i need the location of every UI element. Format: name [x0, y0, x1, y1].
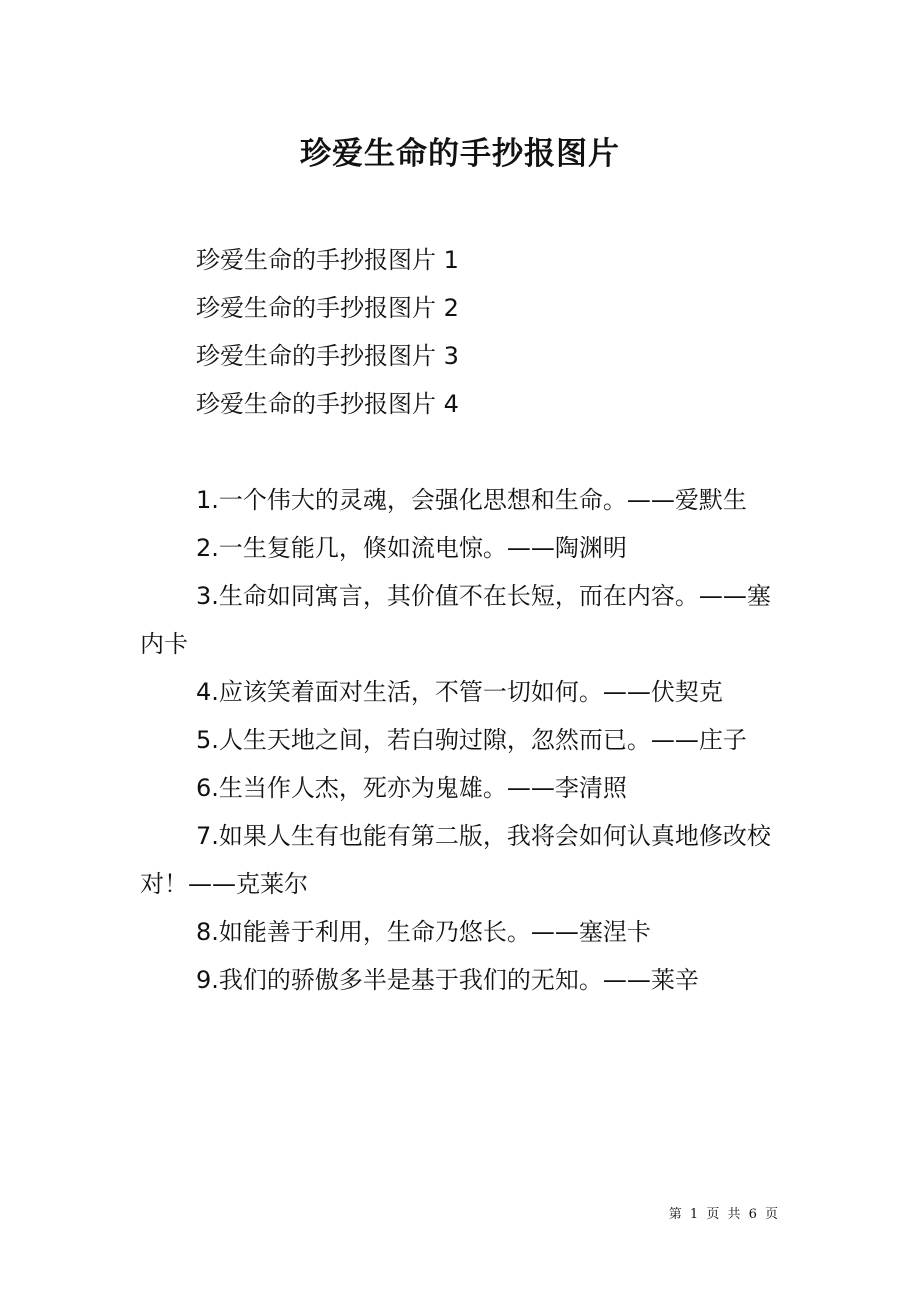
quote-paragraph: 7.如果人生有也能有第二版，我将会如何认真地修改校对！——克莱尔: [140, 822, 771, 898]
quote-paragraph: 4.应该笑着面对生活，不管一切如何。——伏契克: [196, 678, 723, 706]
toc-item[interactable]: 珍爱生命的手抄报图片 1: [196, 246, 459, 274]
quote-paragraph: 6.生当作人杰，死亦为鬼雄。——李清照: [196, 774, 627, 802]
quote-paragraph: 1.一个伟大的灵魂，会强化思想和生命。——爱默生: [196, 486, 747, 514]
quote-paragraph: 8.如能善于利用，生命乃悠长。——塞涅卡: [196, 918, 651, 946]
document-body: [140, 476, 785, 1004]
toc-item[interactable]: 珍爱生命的手抄报图片 3: [196, 342, 459, 370]
toc-item[interactable]: 珍爱生命的手抄报图片 4: [196, 390, 459, 418]
toc-item[interactable]: 珍爱生命的手抄报图片 2: [196, 294, 459, 322]
quote-paragraph: 2.一生复能几，倏如流电惊。——陶渊明: [196, 534, 627, 562]
document-title: 珍爱生命的手抄报图片: [300, 136, 620, 172]
quote-paragraph: 9.我们的骄傲多半是基于我们的无知。——莱辛: [196, 966, 699, 994]
quote-paragraph: 5.人生天地之间，若白驹过隙，忽然而已。——庄子: [196, 726, 747, 754]
table-of-contents: [196, 236, 796, 428]
page-number-footer: 第 1 页 共 6 页: [668, 1207, 780, 1222]
quote-paragraph: 3.生命如同寓言，其价值不在长短，而在内容。——塞内卡: [140, 582, 771, 658]
